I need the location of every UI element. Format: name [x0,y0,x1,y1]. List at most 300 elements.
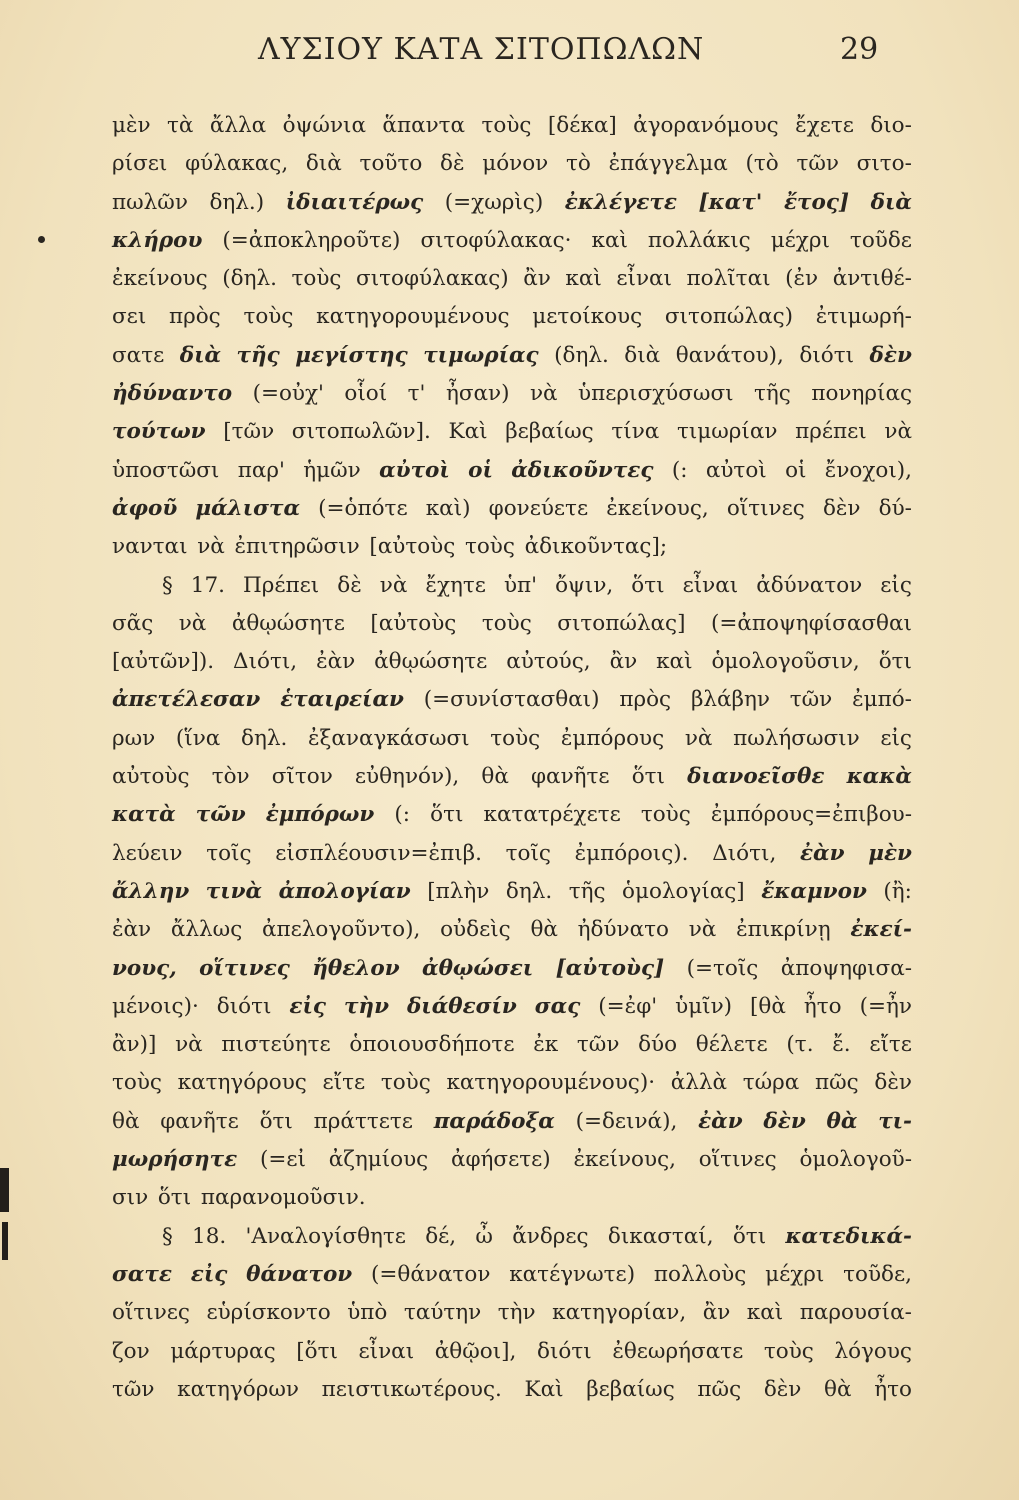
word: ἐπάγγελμα [608,151,728,177]
emphasized-word: οἱ [468,457,493,483]
word: δικασταί, [607,1223,714,1249]
word: ἐπικρίνῃ [736,917,831,943]
word: αὐτοὶ [705,457,767,483]
word: κατηγορίαν, [552,1300,687,1326]
emphasized-word: ἠδύναντο [112,381,233,407]
word: ἠδύνατο [577,917,669,943]
word: [δέκα] [547,113,617,138]
text-line [112,1103,912,1141]
word: § [162,572,173,598]
emphasized-word: ἐὰν [799,840,845,866]
word: πῶς [697,1376,742,1402]
emphasized-word: ἤθελον [312,955,400,981]
word: κατηγορουμένους [316,304,510,330]
emphasized-word: παράδοξα [433,1108,555,1134]
word: τοῦδε, [843,1261,912,1287]
word: εἰς [880,725,912,751]
word: σιτο- [856,151,912,177]
text-line [112,490,912,528]
word: ἄνδρες [512,1223,589,1249]
word: ἐτιμωρή- [815,304,912,330]
word: εἴτε [869,1032,912,1058]
word: οἷοί [344,381,388,407]
word: εὐθηνόν), [354,764,460,790]
word: οἵτινες [726,495,805,521]
emphasized-word: ἑταιρείαν [280,687,404,713]
word: ἐπιτηρῶσιν [234,534,360,560]
word: δηλ. [505,878,553,904]
emphasized-word: μωρήσητε [112,1147,238,1173]
emphasized-word: θὰ [826,1108,858,1134]
emphasized-word: κατεδικά- [785,1223,912,1249]
word: (=ὁπότε [318,495,408,521]
emphasized-word: ἰδιαιτέρως [285,189,424,215]
word: βεβαίως [586,1376,675,1402]
word: ἀθῳώσητε [231,610,345,636]
text-line [112,758,912,796]
word: ἄλλως [170,917,243,943]
emphasized-word: διὰ [870,189,912,215]
word: τοὺς [640,802,691,828]
word: τοῦδε [849,227,912,253]
word: § [162,1223,173,1249]
word: ρων [112,725,156,751]
emphasized-word: οἵτινες [199,955,290,981]
text-line [112,452,912,490]
text-line [112,1333,912,1371]
word: οἱ [785,457,807,483]
word: ἐὰν [112,917,152,943]
word: Διότι, [712,840,777,866]
emphasized-word: σας [534,993,581,1019]
emphasized-word: διὰ [179,342,222,368]
word: ἂν)] [112,1032,157,1058]
word: δὲ [440,151,465,177]
word: (=θάνατον [371,1261,491,1287]
emphasized-word: ἔτος] [783,189,850,215]
text-line [112,1256,912,1294]
word: ὑπερισχύσωσι [578,381,734,407]
word: ὁποιουσδήποτε [349,1032,515,1058]
word: ἐὰν [316,649,356,675]
word: πωλήσωσιν [733,725,860,751]
word: τῶν [576,1032,620,1058]
word: πῶς [814,1070,859,1096]
word: θὰ [481,764,509,790]
word: ἔχητε [425,572,486,598]
word: ὁμολογοῦ- [799,1147,912,1173]
word: ὅτι [157,1185,192,1211]
emphasized-word: τῆς [236,342,280,368]
word: ἂν [523,266,551,292]
word: νὰ [379,572,408,598]
word: δὲν [763,1376,802,1402]
word: ὑπὸ [347,1300,388,1326]
word: ἐμπόρους=ἐπιβου- [710,802,912,828]
word: (: [671,457,688,483]
word: ἔνοχοι), [824,457,912,483]
word: ὦ [475,1223,493,1249]
text-line [112,1064,912,1102]
word: τοὺς [380,1070,431,1096]
word: θὰ [824,1376,852,1402]
word: κατηγορουμένους)· [446,1070,656,1096]
word: τοὺς [490,725,541,751]
word: ὑποστῶσι [112,457,220,483]
word: ἐμπόρους [560,725,665,751]
word: ἀζημίους [328,1147,429,1173]
word: καὶ [591,227,628,253]
page-header [0,32,1019,76]
text-line [112,1179,912,1217]
word: τοὺς [291,266,342,292]
word: ἀπελογοῦντο), [262,917,421,943]
emphasized-word: μάλιστα [195,495,301,521]
emphasized-word: ἀφοῦ [112,495,178,521]
word: πειστικωτέρους. [321,1376,502,1402]
text-line [112,1141,912,1179]
word: (ἐν [785,266,819,292]
text-line [112,567,912,605]
word: πρέπει [795,419,867,445]
word: ὑμῖν) [675,993,733,1019]
word: αὐτοὺς [112,764,190,790]
emphasized-word: κακὰ [846,764,912,790]
margin-mark [2,1222,8,1260]
word: ἅπαντα [382,113,466,138]
word: [αὐτῶν]). [112,649,215,675]
word: τὸ [566,151,591,177]
word: τῶν [112,1376,155,1402]
word: τοὺς [112,1070,162,1096]
word: ἦτο [803,993,842,1019]
text-line [112,681,912,719]
word: πολλάκις [647,227,751,253]
word: ὁμολογοῦσιν, [711,649,860,675]
text-line [112,1371,912,1409]
word: παρ' [237,457,285,483]
emphasized-word: σατε [112,1261,172,1287]
emphasized-word: κατὰ [112,802,176,828]
word: τῆς [568,878,606,904]
word: σῖτον [271,764,333,790]
word: ἐθεωρήσατε [612,1338,744,1364]
word: τ' [407,381,426,407]
emphasized-word: ἀπολογίαν [278,878,411,904]
word: ὅτι [430,802,464,828]
word: πρὸς [168,304,221,330]
word: τῶν [796,151,839,177]
word: τοὺς [464,534,515,560]
word: εἴτε [322,1070,366,1096]
word: πιστεύητε [221,1032,331,1058]
word: εἶναι [358,1338,415,1364]
emphasized-word: κλήρου [112,227,203,253]
text-line [112,337,912,375]
word: καὶ [565,266,602,292]
word: πολῖται [686,266,771,292]
word: κατέγνωτε) [509,1261,636,1287]
word: (=οὐχ' [252,381,324,407]
word: ἦτο [874,1376,912,1402]
word: ἀγορανόμους [633,113,779,138]
word: (=εἰ [259,1147,306,1173]
word: ἐκείνους, [606,495,709,521]
margin-mark [0,1168,9,1212]
word: ἀντιθέ- [832,266,912,292]
word: σιτοπώλας) [664,304,794,330]
word: παρουσία- [799,1300,912,1326]
word: [ὅτι [296,1338,338,1364]
word: τὴν [497,1300,536,1326]
word: πρὸς [619,687,672,713]
word: διο- [870,113,912,138]
word: κατηγόρους [177,1070,307,1096]
word: κατηγόρων [177,1376,299,1402]
word: μάρτυρας [170,1338,276,1364]
word: Καὶ [448,419,488,445]
text-line [112,145,912,183]
word: τῶν [789,687,833,713]
word: ἀθῳώσητε [374,649,488,675]
word: νὰ [529,381,558,407]
word: τοῖς [206,840,252,866]
word: ταύτην [403,1300,482,1326]
word: δέ, [425,1223,457,1249]
emphasized-word: νους, [112,955,177,981]
word: ἡμῶν [303,457,361,483]
word: ὑπ' [503,572,538,598]
word: σιτοπώλας] [557,610,686,636]
word: νὰ [684,725,713,751]
word: πονηρίας [811,381,912,407]
text-line [112,375,912,413]
word: (=ἐφ' [598,993,658,1019]
word: (=τοῖς [686,955,759,981]
text-line [112,184,912,222]
word: τὸν [211,764,250,790]
text-line [112,796,912,834]
word: πωλῶν [112,189,188,215]
word: (τ. [786,1032,814,1058]
text-line [112,873,912,911]
word: ἀθῷοι], [434,1338,517,1364]
word: νὰ [884,419,912,445]
word: (=ἦν [859,993,912,1019]
word: 18. [192,1223,227,1249]
word: [τῶν [223,419,275,445]
word: (τὸ [745,151,779,177]
margin-dot [38,236,45,243]
word: νὰ [178,610,207,636]
emphasized-word: θάνατον [246,1261,353,1287]
word: νανται [112,534,188,560]
emphasized-word: αὐτοὶ [379,457,450,483]
word: οὐδεὶς [440,917,511,943]
word: διότι [216,993,272,1019]
word: ἦσαν) [445,381,510,407]
word: διότι [537,1338,592,1364]
word: πράττετε [313,1108,413,1134]
emphasized-word: δὲν [869,342,912,368]
word: δὲν [822,495,861,521]
word: ἔχετε [795,113,854,138]
emphasized-word: ἐμπόρων [265,802,375,828]
word: νὰ [688,917,717,943]
word: δηλ.) [209,189,265,215]
word: ἐκ [533,1032,559,1058]
emphasized-word: ἀδικοῦντες [511,457,654,483]
word: φονεύετε [488,495,589,521]
emphasized-word: διάθεσίν [406,993,517,1019]
word: θέλετε [695,1032,768,1058]
word: 'Αναλογίσθητε [245,1223,406,1249]
word: πολλοὺς [653,1261,747,1287]
word: καὶ [656,649,693,675]
emphasized-word: τι- [878,1108,912,1134]
word: βλάβην [690,687,770,713]
word: σατε [112,342,165,368]
word: μὲν [112,113,151,138]
word: δὲ [337,572,362,598]
emphasized-word: [κατ' [698,189,763,215]
emphasized-word: εἰς [190,1261,228,1287]
word: τοὺς [481,113,532,138]
word: 17. [190,572,225,598]
word: (δηλ. [222,266,277,292]
text-line [112,413,912,451]
word: Διότι, [233,649,298,675]
word: φανῆτε [160,1108,239,1134]
emphasized-word: τῶν [195,802,246,828]
word: νὰ [197,534,225,560]
emphasized-word: μεγίστης [295,342,408,368]
word: ζον [112,1338,150,1364]
word: τιμωρίαν [676,419,778,445]
emphasized-word: ἄλλην [112,878,190,904]
word: δύο [638,1032,678,1058]
word: οἵτινες [698,1147,777,1173]
word: τοὺς [481,610,532,636]
word: ἐξαναγκάσωσι [307,725,470,751]
word: ὅτι [732,1223,767,1249]
word: μένοις)· [112,993,199,1019]
word: (=συνίστασθαι) [423,687,600,713]
word: (=δεινά), [575,1108,678,1134]
word: ἐμπό- [852,687,912,713]
word: εὑρίσκοντο [206,1300,331,1326]
text-line [112,643,912,681]
emphasized-word: διανοεῖσθε [687,764,825,790]
word: (: [394,802,411,828]
word: ἐμπόροις). [574,840,689,866]
word: εἶναι [616,266,672,292]
word: ὁμολογίας] [622,878,745,904]
word: τοὺς [243,304,294,330]
text-line [112,107,912,145]
word: δύ- [878,495,912,521]
word: (=ἀποκληροῦτε) [222,227,401,253]
text-line [112,528,912,566]
emphasized-word: μὲν [868,840,912,866]
text-line [112,988,912,1026]
emphasized-word: [αὐτοὺς] [555,955,665,981]
word: ἐκείνους, [573,1147,676,1173]
emphasized-word: ἀπετέλεσαν [112,687,261,713]
word: μέχρι [770,227,830,253]
word: θὰ [112,1108,140,1134]
emphasized-word: εἰς [289,993,326,1019]
word: θανάτου), [675,342,784,368]
word: λεύειν [112,840,183,866]
word: τῆς [754,381,791,407]
word: (ἵνα [175,725,221,751]
word: σιτοφύλακας) [356,266,509,292]
text-line [112,911,912,949]
word: μόνον [482,151,549,177]
word: ἀδικοῦντας]; [524,534,668,560]
word: σει [112,304,147,330]
word: δὲν [874,1070,912,1096]
word: ἀδύνατον [756,572,863,598]
emphasized-word: τινὰ [205,878,263,904]
text-line [112,720,912,758]
word: [αὐτοὺς [369,534,456,560]
text-line [112,605,912,643]
word: σᾶς [112,610,154,636]
word: διὰ [624,342,661,368]
word: νὰ [175,1032,203,1058]
emphasized-word: ἔκαμνον [761,878,867,904]
word: (δηλ. [554,342,609,368]
word: ὀψώνια [282,113,366,138]
word: Πρέπει [243,572,320,598]
word: ὅτι [631,572,665,598]
word: ἔ. [832,1032,851,1058]
word: [θὰ [750,993,786,1019]
text-line [112,298,912,336]
emphasized-word: ἐκλέγετε [564,189,677,215]
emphasized-word: ἐκεί- [850,917,912,943]
word: διὰ [305,151,342,177]
word: ὅτι [878,649,912,675]
word: δηλ. [241,725,288,751]
emphasized-word: ἐὰν [698,1108,743,1134]
running-head: ΛΥΣΙΟΥ ΚΑΤΑ ΣΙΤΟΠΩΛΩΝ [258,32,705,67]
word: τὰ [167,113,194,138]
word: φύλακας, [185,151,289,177]
word: ὅτι [631,764,665,790]
word: ἂν [702,1300,731,1326]
word: παρανομοῦσιν. [200,1185,366,1211]
word: [αὐτοὺς [370,610,457,636]
word: (=χωρὶς) [444,189,544,215]
word: σιτοφύλακας· [420,227,572,253]
word: λόγους [834,1338,912,1364]
word: κατατρέχετε [483,802,621,828]
text-line [112,1026,912,1064]
word: σιτοπωλῶν]. [291,419,431,445]
text-body [112,107,912,1409]
word: τοῦτο [359,151,423,177]
word: [πλὴν [427,878,490,904]
word: μετοίκους [532,304,643,330]
page-number: 29 [840,32,879,67]
word: ἂν [609,649,638,675]
word: ἐκείνους [112,266,208,292]
word: τώρα [742,1070,800,1096]
word: αὐτούς, [506,649,591,675]
